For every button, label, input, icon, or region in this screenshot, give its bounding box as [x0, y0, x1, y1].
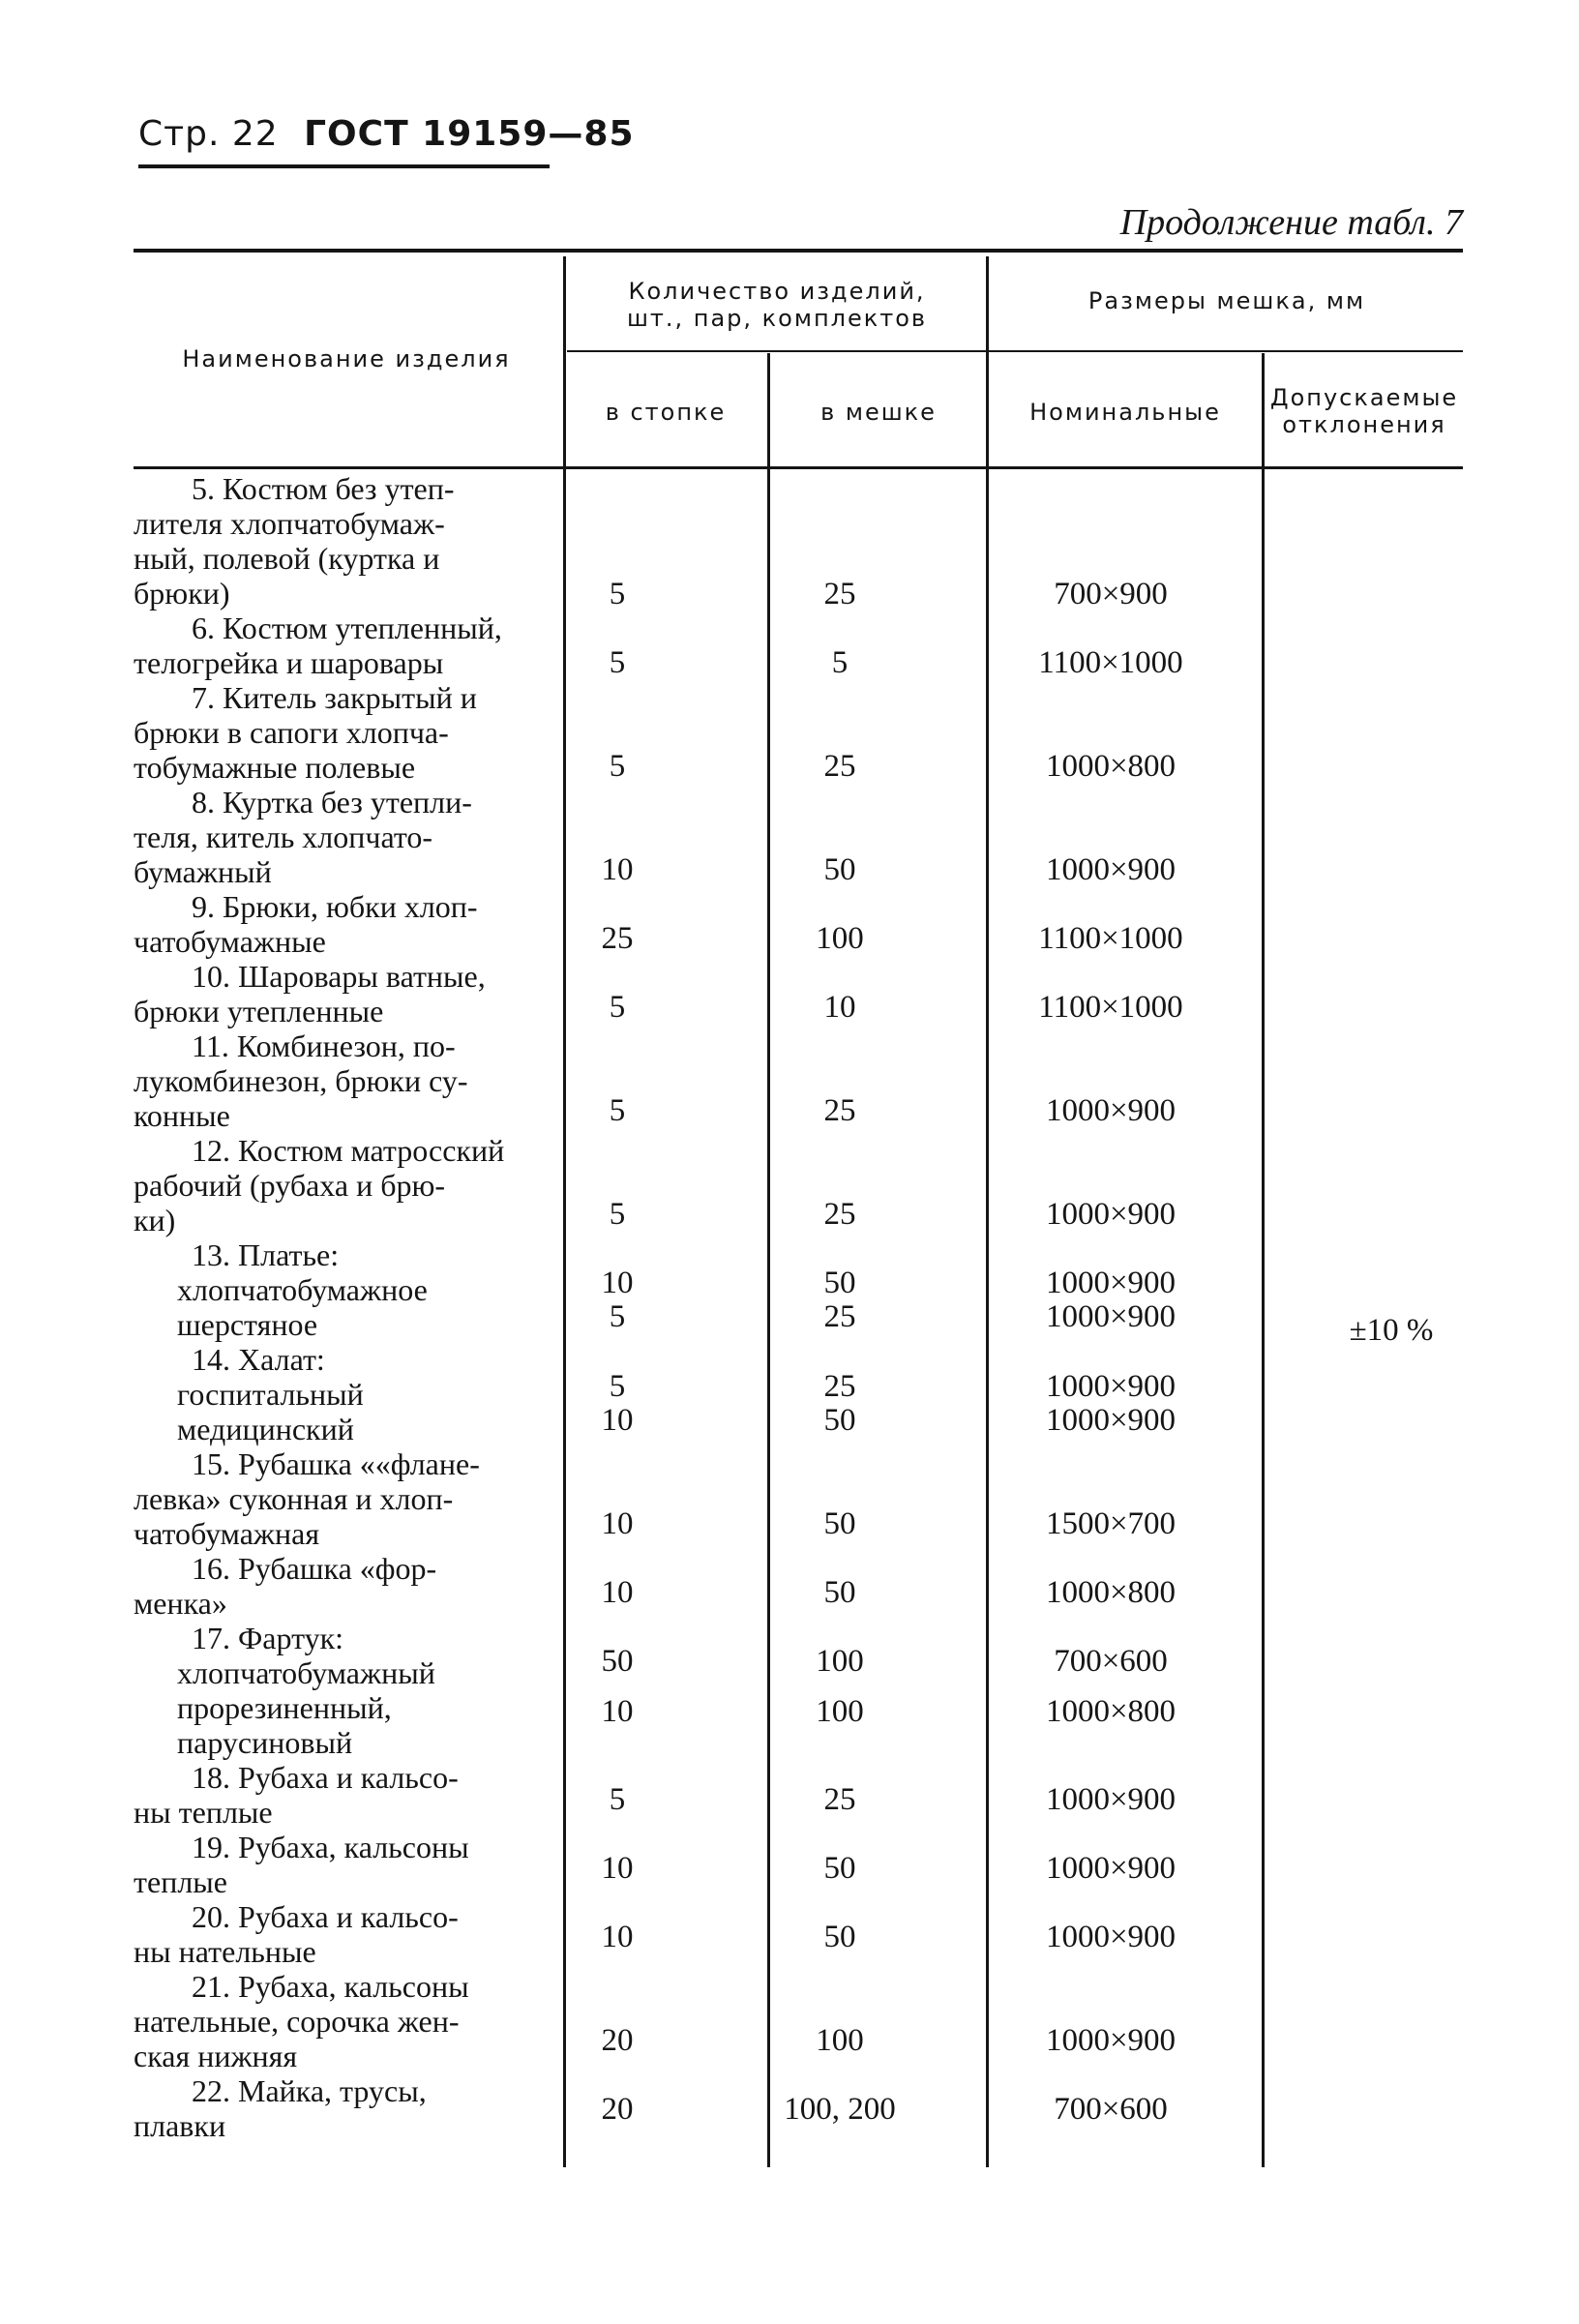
bag-nominal-size: 700×900 — [1054, 576, 1168, 611]
item-name-continuation: лителя хлопчатобумаж- — [134, 506, 445, 541]
item-name-continuation: парусиновый — [177, 1725, 353, 1760]
qty-in-bag: 50 — [823, 1851, 856, 1886]
header-rule — [138, 164, 550, 168]
item-name: 6. Костюм утепленный, — [192, 611, 502, 645]
col-divider-2 — [767, 353, 770, 2167]
standard-code: ГОСТ 19159—85 — [304, 114, 635, 154]
qty-in-stack: 10 — [601, 1694, 634, 1730]
item-name: 8. Куртка без утепли- — [192, 785, 472, 819]
col-header-in-bag: в мешке — [820, 399, 937, 426]
item-name: 10. Шаровары ватные, — [192, 959, 486, 994]
col-header-tolerance: Допускаемые отклонения — [1269, 384, 1459, 438]
qty-in-stack: 20 — [601, 2092, 634, 2128]
col-divider-4 — [1262, 353, 1265, 2167]
qty-in-bag: 25 — [823, 1299, 856, 1335]
qty-in-bag: 50 — [823, 1403, 856, 1439]
item-name-continuation: теля, китель хлопчато- — [134, 819, 433, 854]
item-name: 9. Брюки, юбки хлоп- — [192, 889, 478, 924]
item-name-continuation: нательные, сорочка жен- — [134, 2004, 460, 2039]
item-name-continuation: чатобумажная — [134, 1516, 320, 1551]
item-name-continuation: менка» — [134, 1586, 227, 1621]
bag-nominal-size: 1000×800 — [1045, 1694, 1177, 1730]
qty-in-stack: 10 — [601, 1851, 634, 1886]
qty-in-stack: 20 — [601, 2023, 634, 2058]
packing-table — [134, 249, 1463, 2184]
item-name-continuation: хлопчатобумажный — [177, 1655, 435, 1690]
qty-in-stack: 10 — [601, 1920, 634, 1955]
qty-in-bag: 100 — [816, 920, 864, 956]
qty-in-bag: 5 — [831, 645, 849, 680]
qty-in-bag: 100 — [816, 2023, 864, 2058]
header-subrule — [567, 350, 1463, 352]
item-name-continuation: брюки) — [134, 576, 230, 611]
item-name: 5. Костюм без утеп- — [192, 471, 455, 506]
bag-nominal-size: 1000×800 — [1045, 1575, 1177, 1611]
item-name-continuation: телогрейка и шаровары — [134, 645, 444, 680]
bag-nominal-size: 1000×900 — [1045, 1781, 1177, 1817]
item-name-continuation: ки) — [134, 1203, 176, 1237]
item-name-continuation: хлопчатобумажное — [177, 1272, 428, 1307]
item-name: 16. Рубашка «фор- — [192, 1551, 437, 1586]
table-top-rule — [134, 249, 1463, 253]
qty-in-bag: 25 — [823, 576, 856, 611]
qty-in-stack: 5 — [609, 1299, 626, 1335]
qty-in-stack: 10 — [601, 1506, 634, 1541]
bag-nominal-size: 1000×900 — [1045, 1403, 1177, 1439]
item-name-continuation: прорезиненный, — [177, 1690, 392, 1725]
bag-nominal-size: 1000×900 — [1045, 1265, 1177, 1300]
qty-in-stack: 10 — [601, 1265, 634, 1300]
bag-nominal-size: 1000×900 — [1045, 2023, 1177, 2058]
bag-nominal-size: 700×600 — [1054, 1644, 1168, 1680]
qty-in-stack: 10 — [601, 1403, 634, 1439]
qty-in-bag: 100, 200 — [784, 2092, 896, 2128]
bag-nominal-size: 1000×900 — [1045, 1092, 1177, 1128]
qty-in-bag: 50 — [823, 1506, 856, 1541]
item-name-continuation: левка» суконная и хлоп- — [134, 1481, 454, 1516]
item-name: 19. Рубаха, кальсоны — [192, 1830, 469, 1864]
item-name-continuation: госпитальный — [177, 1377, 364, 1412]
bag-nominal-size: 1000×800 — [1045, 748, 1177, 784]
qty-in-stack: 5 — [609, 645, 626, 680]
item-name: 21. Рубаха, кальсоны — [192, 1969, 469, 2004]
qty-in-stack: 5 — [609, 576, 626, 611]
qty-in-stack: 10 — [601, 1575, 634, 1611]
qty-in-bag: 50 — [823, 1265, 856, 1300]
item-name: 17. Фартук: — [192, 1621, 344, 1655]
qty-in-bag: 50 — [823, 851, 856, 887]
bag-nominal-size: 1000×900 — [1045, 851, 1177, 887]
item-name: 12. Костюм матросский — [192, 1133, 505, 1168]
item-name: 7. Китель закрытый и — [192, 680, 477, 715]
col-header-in-stack: в стопке — [605, 399, 727, 426]
bag-nominal-size: 1100×1000 — [1038, 920, 1183, 956]
qty-in-stack: 10 — [601, 851, 634, 887]
item-name-continuation: плавки — [134, 2108, 226, 2143]
bag-nominal-size: 1000×900 — [1045, 1299, 1177, 1335]
qty-in-bag: 10 — [823, 990, 856, 1025]
qty-in-bag: 100 — [816, 1694, 864, 1730]
item-name-continuation: ный, полевой (куртка и — [134, 541, 440, 576]
item-name: 18. Рубаха и кальсо- — [192, 1760, 459, 1795]
item-name: 14. Халат: — [192, 1342, 325, 1377]
bag-nominal-size: 1100×1000 — [1038, 645, 1183, 680]
item-name-continuation: рабочий (рубаха и брю- — [134, 1168, 446, 1203]
qty-in-bag: 25 — [823, 1781, 856, 1817]
qty-in-stack: 5 — [609, 1368, 626, 1404]
bag-nominal-size: 700×600 — [1054, 2092, 1168, 2128]
item-name: 20. Рубаха и кальсо- — [192, 1899, 459, 1934]
item-name: 15. Рубашка ««флане- — [192, 1446, 480, 1481]
bag-nominal-size: 1000×900 — [1045, 1368, 1177, 1404]
qty-in-bag: 50 — [823, 1575, 856, 1611]
qty-in-stack: 5 — [609, 1092, 626, 1128]
item-name-continuation: чатобумажные — [134, 924, 326, 959]
item-name-continuation: ны теплые — [134, 1795, 273, 1830]
item-name-continuation: конные — [134, 1098, 230, 1133]
bag-nominal-size: 1000×900 — [1045, 1920, 1177, 1955]
item-name: 11. Комбинезон, по- — [192, 1028, 456, 1063]
bag-nominal-size: 1500×700 — [1045, 1506, 1177, 1541]
qty-in-stack: 5 — [609, 748, 626, 784]
item-name-continuation: брюки утепленные — [134, 994, 384, 1028]
bag-nominal-size: 1000×900 — [1045, 1851, 1177, 1886]
qty-in-stack: 5 — [609, 990, 626, 1025]
item-name: 13. Платье: — [192, 1237, 340, 1272]
item-name-continuation: ская нижняя — [134, 2039, 298, 2073]
qty-in-bag: 100 — [816, 1644, 864, 1680]
qty-in-stack: 50 — [601, 1644, 634, 1680]
item-name-continuation: брюки в сапоги хлопча- — [134, 715, 449, 750]
qty-in-stack: 25 — [601, 920, 634, 956]
col-header-name: Наименование изделия — [182, 345, 511, 372]
table-continuation-label: Продолжение табл. 7 — [1119, 202, 1463, 243]
page-header — [138, 114, 635, 154]
qty-in-bag: 25 — [823, 1196, 856, 1232]
item-name-continuation: лукомбинезон, брюки су- — [134, 1063, 468, 1098]
tolerance-value: ±10 % — [1349, 1313, 1434, 1348]
col-header-nominal: Номинальные — [1029, 399, 1221, 426]
col-header-bag-size: Размеры мешка, мм — [1087, 287, 1366, 314]
qty-in-bag: 50 — [823, 1920, 856, 1955]
col-header-quantity: Количество изделий, шт., пар, комплектов — [626, 278, 928, 332]
bag-nominal-size: 1000×900 — [1045, 1196, 1177, 1232]
item-name-continuation: тобумажные полевые — [134, 750, 416, 785]
qty-in-bag: 25 — [823, 1092, 856, 1128]
item-name: 22. Майка, трусы, — [192, 2073, 427, 2108]
qty-in-stack: 5 — [609, 1196, 626, 1232]
qty-in-bag: 25 — [823, 1368, 856, 1404]
qty-in-stack: 5 — [609, 1781, 626, 1817]
bag-nominal-size: 1100×1000 — [1038, 990, 1183, 1025]
item-name-continuation: теплые — [134, 1864, 227, 1899]
item-name-continuation: шерстяное — [177, 1307, 318, 1342]
item-name-continuation: ны нательные — [134, 1934, 316, 1969]
qty-in-bag: 25 — [823, 748, 856, 784]
item-name-continuation: бумажный — [134, 854, 272, 889]
page-label: Стр. 22 — [138, 114, 279, 154]
item-name-continuation: медицинский — [177, 1412, 354, 1446]
item-names — [134, 471, 540, 2143]
